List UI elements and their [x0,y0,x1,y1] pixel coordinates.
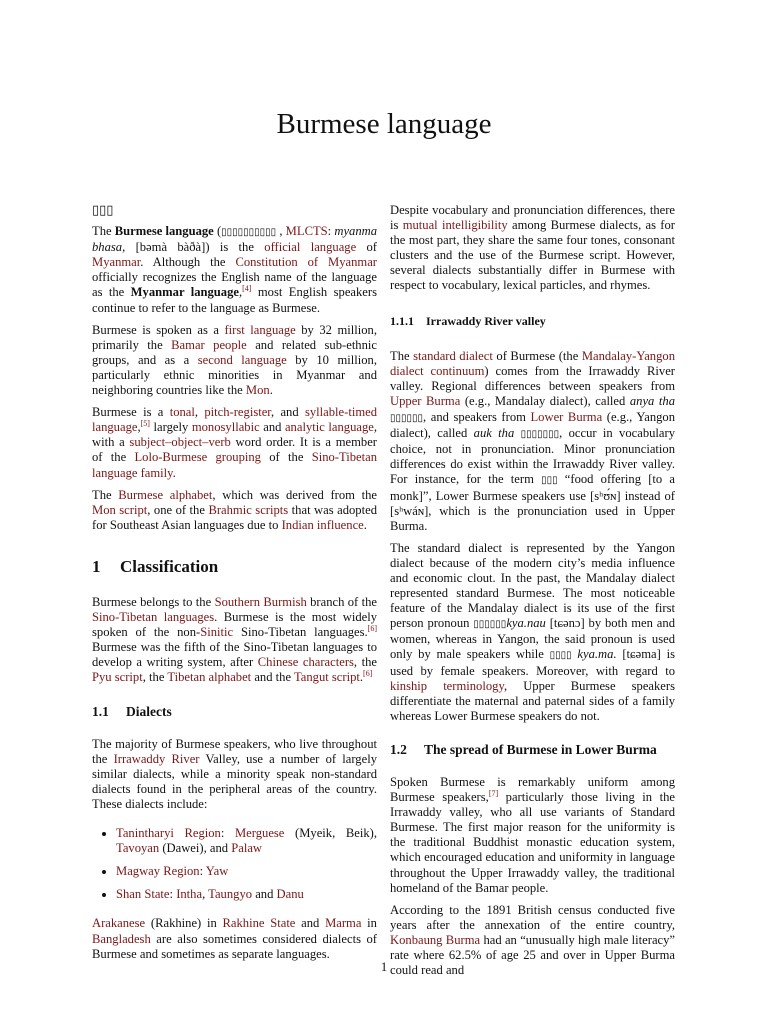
link-tanintharyi-region[interactable]: Tanintharyi Region [116,826,221,841]
link-official-language[interactable]: official language [264,240,357,255]
page-number: 1 [380,960,388,974]
text: The [390,348,414,363]
link-indian-influence[interactable]: Indian influence [281,517,364,532]
link-tangut-script[interactable]: Tangut script [293,670,360,685]
list-item [116,826,377,856]
intelligibility-paragraph [390,203,675,294]
link-burmese-alphabet[interactable]: Burmese alphabet [118,487,213,502]
link-syllable-timed-language[interactable]: syllable-timed language [92,405,378,435]
link-mon-script[interactable]: Mon script [92,502,148,517]
link-subject-object-verb[interactable]: subject–object–verb [129,435,231,450]
text: (Myeik, Beik), [284,826,377,841]
intro-paragraph [92,224,377,316]
text: most English speakers continue to refer to the language as Burmese. [92,285,377,315]
burmese-script-line: ▯▯▯ [92,203,114,218]
text: . Burmese is the most widely spoken of the non- [92,610,377,640]
text: , the [142,670,168,685]
link-brahmic-scripts[interactable]: Brahmic scripts [208,502,289,517]
link-marma[interactable]: Marma [325,916,362,931]
link-sino-tibetan-language-family[interactable]: Sino-Tibetan language family [92,450,378,480]
text: (Dawei), and [159,841,232,856]
text: : [220,826,235,841]
section-title: Classification [120,556,219,576]
burmese-script-text: ▯▯▯▯ [549,650,572,662]
text: , [276,224,286,239]
link-monosyllabic[interactable]: monosyllabic [191,420,260,435]
link-southern-burmish[interactable]: Southern Burmish [214,594,307,609]
term-kya-ma: kya.ma. [571,647,617,662]
link-yaw[interactable]: Yaw [205,864,229,879]
text: The [92,224,115,239]
link-bamar-people[interactable]: Bamar people [171,337,247,352]
citation-7[interactable]: [7] [488,789,499,799]
link-second-language[interactable]: second language [197,352,287,367]
classification-paragraph [92,595,377,686]
text: , [bəmà bàðà]) is the [122,240,265,255]
burmese-script-text: ▯▯▯▯▯▯▯ [514,429,560,441]
text: [tɕənɔ] by both men and women, whereas in Yangon, the said pronoun is used only by male speakers while [390,616,675,662]
subsection-heading-dialects [92,704,377,719]
text: that was adopted for Southeast Asian languages due to [92,502,377,532]
term-anya-tha: anya tha [629,393,675,408]
link-sinitic[interactable]: Sinitic [200,625,234,640]
text: Burmese was the fifth of the Sino-Tibetan languages to develop a writing system, after [92,640,377,670]
text: are also sometimes considered dialects of Burmese and sometimes as separate languages. [92,931,377,961]
text: : [327,224,335,239]
burmese-script-text: ▯▯▯▯▯▯ [390,413,424,425]
text: Burmese is a [92,405,170,420]
burmese-script-text: ▯▯▯ [541,475,558,487]
text: ) comes from the Irrawaddy River valley. Regional differences between speakers from [390,363,675,393]
text: Burmese belongs to the [92,594,215,609]
link-analytic-language[interactable]: analytic language [284,420,374,435]
text: . [269,383,273,398]
text: largely [149,420,192,435]
text: . [359,670,364,685]
subsection-number: 1.1 [92,703,109,719]
text: and [295,916,326,931]
right-column [390,203,675,985]
section-heading-classification [92,556,377,576]
subsection-title: The spread of Burmese in Lower Burma [424,741,657,757]
link-first-language[interactable]: first language [224,322,296,337]
link-lolo-burmese-grouping[interactable]: Lolo-Burmese grouping [134,450,261,465]
uniformity-paragraph [390,775,675,896]
text: , with a [92,420,377,450]
link-lower-burma[interactable]: Lower Burma [530,410,603,425]
link-pitch-register[interactable]: pitch-register [204,405,271,420]
dialects-paragraph [92,737,377,812]
link-mandalay-yangon-dialect-continuum[interactable]: Mandalay-Yangon dialect continuum [390,348,675,378]
link-sino-tibetan-languages[interactable]: Sino-Tibetan languages [92,610,215,625]
link-pyu-script[interactable]: Pyu script [92,670,143,685]
romanization: myanma bhasa [92,224,378,255]
text: (e.g., Mandalay dialect), called [460,393,630,408]
list-item [116,864,377,879]
text: . [172,465,176,480]
text: ( [213,224,222,239]
link-bangladesh[interactable]: Bangladesh [92,931,151,946]
text: , and [271,405,305,420]
term-kya-nau: kya.nau [506,616,546,631]
text: . [363,517,367,532]
text: , the [353,655,377,670]
link-tonal[interactable]: tonal [169,405,195,420]
link-merguese[interactable]: Merguese [234,826,285,841]
text: Valley, use a number of largely similar dialects, while a minority speak non-standard dialects found in the peripheral areas of the country. These dialects include: [92,751,377,811]
text: by 10 million, particularly ethnic minorities in Myanmar and neighboring countries like the [92,352,377,398]
link-constitution-of-myanmar[interactable]: Constitution of Myanmar [235,255,377,270]
text: , and speakers from [423,410,531,425]
term-burmese-language: Burmese language [114,224,214,239]
subsection-number: 1.2 [390,741,407,757]
text: “food offering [to a monk]”, Lower Burmese speakers use [sʰʊ́ɴ] instead of [sʰwáɴ], which is the pronunciation used in Upper Burma. [390,472,675,533]
text: and [259,420,285,435]
link-mlcts[interactable]: MLCTS [285,224,328,239]
text: and [252,887,277,902]
typology-paragraph [92,405,377,480]
link-kinship-terminology[interactable]: kinship terminology [390,678,504,693]
link-chinese-characters[interactable]: Chinese characters [257,655,354,670]
text: (Rakhine) in [145,916,223,931]
text: by 32 million, primarily the [92,322,378,352]
text: of [356,240,377,255]
text: and the [251,670,294,685]
text: Burmese is spoken as a [92,322,225,337]
link-magway-region[interactable]: Magway Region [116,864,200,879]
speakers-paragraph [92,323,377,398]
link-arakanese[interactable]: Arakanese [92,916,146,931]
text: According to the 1891 British census conducted five years after the annexation of the entire country, [390,902,675,932]
alphabet-paragraph [92,488,377,533]
text: The standard dialect is represented by the Yangon dialect because of the modern city’s media influence and economic clout. In the past, the Mandalay dialect represented standard Burmese. The most noticeable feature of the Mandalay dialect is its use of the first person pronoun [390,540,675,631]
link-rakhine-state[interactable]: Rakhine State [222,916,296,931]
subsubsection-heading-irrawaddy [390,314,675,329]
subsubsection-number: 1.1.1 [390,313,414,328]
text: , which was derived from the [212,487,378,502]
citation-4[interactable]: [4] [242,284,252,294]
link-konbaung-burma[interactable]: Konbaung Burma [390,932,481,947]
text: : [169,887,177,902]
text: , one of the [147,502,209,517]
list-item [116,887,377,902]
text: , [194,405,205,420]
subsection-title: Dialects [126,703,172,719]
standard-dialect-paragraph [390,349,675,534]
link-mutual-intelligibility[interactable]: mutual intelligibility [402,218,508,233]
text: of the [260,450,312,465]
term-myanmar-language: Myanmar language [130,285,239,300]
text: , [202,887,209,902]
text: . Although the [140,255,236,270]
link-standard-dialect[interactable]: standard dialect [413,348,493,363]
dialect-list [92,826,377,902]
text: branch of the [306,594,377,609]
text: , [137,420,141,435]
link-tibetan-alphabet[interactable]: Tibetan alphabet [167,670,252,685]
yangon-dialect-paragraph [390,541,675,724]
term-auk-tha: auk tha [473,426,515,441]
text: officially recognizes the English name of the language as the [92,270,377,300]
link-tavoyan[interactable]: Tavoyan [116,841,160,856]
text: among Burmese dialects, as for the most part, they share the same four tones, consonant clusters and the use of the Burmese script. However, several dialects substantially differ in Burmese with respect to vocabulary, lexical particles, and rhymes. [390,218,675,293]
burmese-script-text: ▯▯▯▯▯▯ [473,619,507,631]
link-palaw[interactable]: Palaw [231,841,263,856]
burmese-script-text: ▯▯▯▯▯▯▯▯▯▯ [221,227,277,239]
link-intha[interactable]: Intha [176,887,203,902]
text: of Burmese (the [492,348,582,363]
text: The [92,487,119,502]
link-mon[interactable]: Mon [245,383,270,398]
text: , Upper Burmese speakers differentiate the maternal and paternal sides of a family whereas Lower Burmese speakers do not. [390,678,675,723]
text: had an “unusually high male literacy” rate where 62.5% of age 25 and over in Upper Burma could read and [390,932,676,978]
link-shan-state[interactable]: Shan State [116,887,170,902]
subsubsection-title: Irrawaddy River valley [426,313,546,328]
text: : [199,864,206,879]
page-title: Burmese language [276,108,492,140]
left-column [92,203,377,969]
link-danu[interactable]: Danu [276,887,304,902]
link-taungyo[interactable]: Taungyo [208,887,253,902]
text: [tɕəma] is used by female speakers. Moreover, with regard to [390,647,675,678]
text: word order. It is a member of the [92,435,377,465]
section-number: 1 [92,556,101,576]
text: (e.g., Yangon dialect), called [390,410,676,441]
text: in [361,916,377,931]
citation-6[interactable]: [6] [363,669,373,679]
text: Despite vocabulary and pronunciation differences, there is [390,203,675,233]
text: , [238,285,243,300]
text: The majority of Burmese speakers, who live throughout the [92,736,377,766]
link-irrawaddy-river[interactable]: Irrawaddy River [113,751,200,766]
text: Sino-Tibetan languages. [233,625,368,640]
citation-5[interactable]: [5] [140,419,150,429]
subsection-heading-spread [390,742,675,757]
link-upper-burma[interactable]: Upper Burma [390,393,461,408]
text: particularly those living in the Irrawaddy valley, who all use variants of Standard Burmese. The first major reason for the uniformity is the traditional Buddhist monastic education system, which encouraged education and uniformity in language throughout the Upper Irrawaddy valley, the traditional homeland of the Bamar people. [390,790,675,895]
link-myanmar[interactable]: Myanmar [92,255,141,270]
text: , occur in vocabulary choice, not in pronunciation. Minor pronunciation differences do exist within the Irrawaddy River valley. For instance, for the term [390,426,675,487]
text: and related sub-ethnic groups, and as a [92,337,377,367]
arakanese-paragraph [92,916,377,961]
text: Spoken Burmese is remarkably uniform among Burmese speakers, [390,775,675,805]
citation-6[interactable]: [6] [367,624,377,634]
